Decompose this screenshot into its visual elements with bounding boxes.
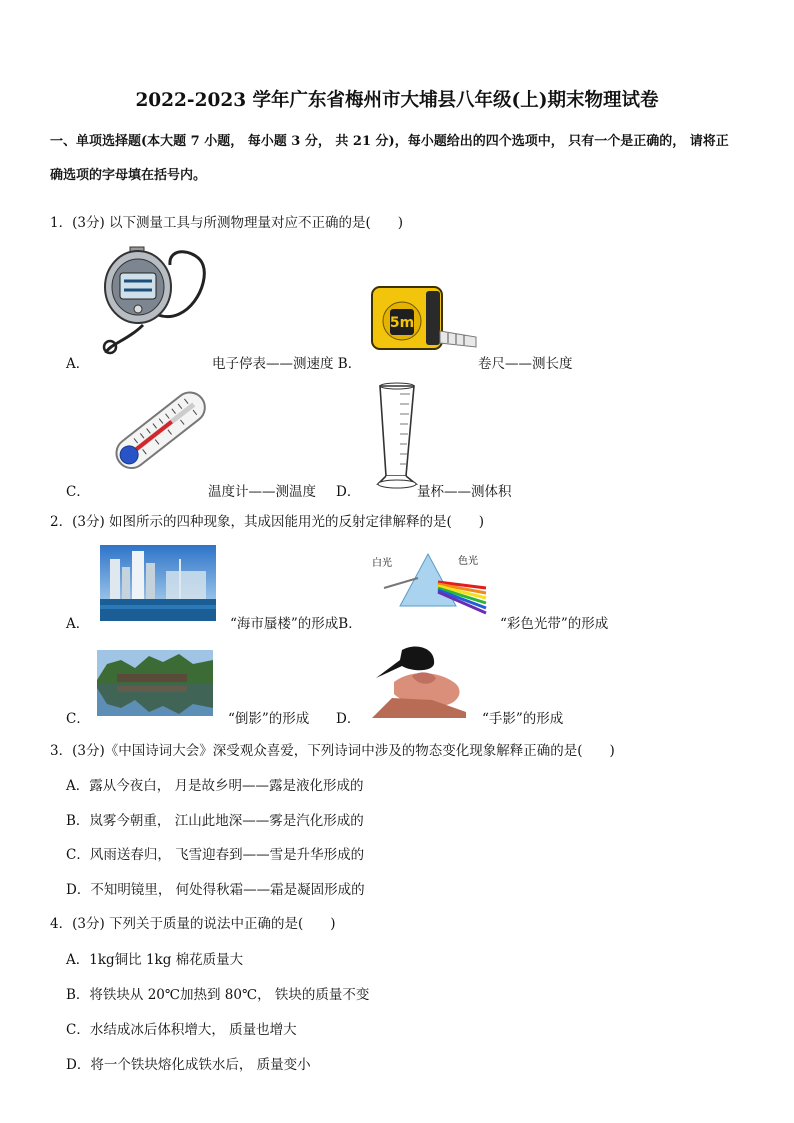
question-1-stem: 1．(3分) 以下测量工具与所测物理量对应不正确的是( ) — [50, 215, 404, 231]
q1-option-d-caption: 量杯——测体积 — [417, 484, 512, 500]
q3-option-c: C．风雨送春归， 飞雪迎春到——雪是升华形成的 — [66, 847, 365, 863]
q2-option-b-caption: “彩色光带”的形成 — [500, 616, 609, 632]
hand-shadow-image — [372, 642, 466, 718]
reflection-image — [97, 650, 213, 716]
section-instructions-line1: 一、单项选择题(本大题 7 小题， 每小题 3 分， 共 21 分)，每小题给出的四个选项中， 只有一个是正确的， 请将正 — [50, 134, 729, 149]
page-title: 2022-2023 学年广东省梅州市大埔县八年级(上)期末物理试卷 — [135, 90, 659, 111]
q1-option-c-letter: C． — [66, 484, 90, 500]
tape-measure-icon — [370, 283, 478, 355]
question-3-stem: 3．(3分)《中国诗词大会》深受观众喜爱，下列诗词中涉及的物态变化现象解释正确的是( ) — [50, 743, 615, 759]
mirage-image — [100, 545, 216, 621]
thermometer-icon — [98, 383, 210, 493]
q3-option-a: A．露从今夜白， 月是故乡明——露是液化形成的 — [66, 778, 364, 794]
q3-option-d: D．不知明镜里， 何处得秋霜——霜是凝固形成的 — [66, 882, 365, 898]
q3-option-b: B．岚雾今朝重， 江山此地深——雾是汽化形成的 — [66, 813, 364, 829]
question-2-stem: 2．(3分) 如图所示的四种现象，其成因能用光的反射定律解释的是( ) — [50, 514, 485, 530]
q4-option-d: D．将一个铁块熔化成铁水后， 质量变小 — [66, 1057, 311, 1073]
q4-option-c: C．水结成冰后体积增大， 质量也增大 — [66, 1022, 297, 1038]
q2-option-c-letter: C． — [66, 711, 90, 727]
q2-option-c-caption: “倒影”的形成 — [228, 711, 310, 727]
q1-option-a-letter: A． — [66, 356, 90, 372]
q1-option-a-caption: 电子停表——测速度 B． — [212, 356, 362, 372]
question-4-stem: 4．(3分) 下列关于质量的说法中正确的是( ) — [50, 916, 336, 932]
section-instructions-line2: 确选项的字母填在括号内。 — [50, 168, 207, 183]
q2-option-a-letter: A． — [66, 616, 90, 632]
prism-image — [370, 548, 488, 618]
q2-option-a-caption: “海市蜃楼”的形成B． — [230, 616, 362, 632]
measuring-cup-icon — [374, 380, 418, 494]
svg-text:5m: 5m — [389, 315, 415, 331]
q1-option-c-caption: 温度计——测温度 — [208, 484, 316, 500]
q2-option-d-caption: “手影”的形成 — [482, 711, 564, 727]
q2-option-d-letter: D． — [336, 711, 361, 727]
q1-option-b-caption: 卷尺——测长度 — [478, 356, 573, 372]
q4-option-b: B．将铁块从 20℃加热到 80℃， 铁块的质量不变 — [66, 987, 370, 1003]
stopwatch-icon — [98, 245, 213, 357]
q1-option-d-letter: D． — [336, 484, 361, 500]
svg-text:色光: 色光 — [458, 556, 478, 567]
svg-text:白光: 白光 — [372, 558, 392, 569]
q4-option-a: A．1kg铜比 1kg 棉花质量大 — [66, 952, 244, 968]
